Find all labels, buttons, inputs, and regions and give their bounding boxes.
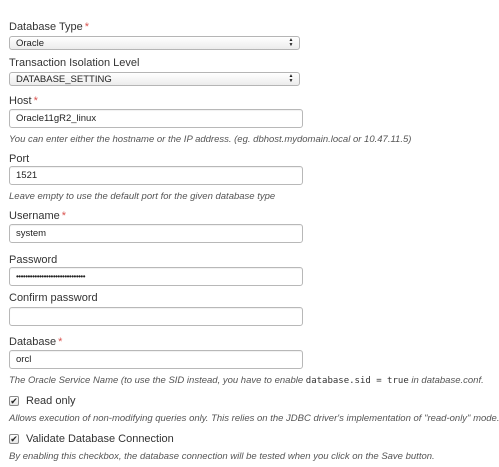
username-label-text: Username — [9, 210, 60, 222]
checkmark-icon: ✔ — [10, 434, 18, 444]
host-help-text: You can enter either the hostname or the IP address. (eg. dbhost.mydomain.local or 10.47.11.5) — [9, 134, 412, 145]
port-label: Port — [9, 153, 30, 165]
database-type-label-text: Database Type — [9, 21, 83, 33]
port-input[interactable]: 1521 — [9, 166, 303, 185]
required-mark: * — [61, 210, 67, 222]
username-label — [9, 210, 66, 222]
password-label: Password — [9, 254, 58, 266]
required-mark: * — [33, 95, 38, 107]
database-help-suffix: in database.conf. — [408, 375, 484, 386]
database-label — [9, 336, 62, 348]
username-input[interactable]: system — [9, 224, 303, 243]
isolation-level-selected-value: DATABASE_SETTING — [16, 74, 112, 85]
select-arrows-icon: ▲ ▼ — [288, 37, 294, 48]
database-type-selected-value: Oracle — [16, 38, 44, 49]
password-input[interactable]: •••••••••••••••••••••••••••••• — [9, 267, 303, 286]
read-only-help-text: Allows execution of non-modifying queries only. This relies on the JDBC driver's implementation of "read-only" mode. — [9, 413, 499, 424]
checkmark-icon: ✔ — [10, 396, 18, 406]
port-help-text: Leave empty to use the default port for the given database type — [9, 191, 276, 202]
database-type-label — [9, 21, 89, 33]
host-input[interactable]: Oracle11gR2_linux — [9, 109, 303, 128]
confirm-password-input[interactable] — [9, 307, 303, 326]
isolation-level-select[interactable] — [9, 72, 300, 86]
database-help-text — [9, 375, 484, 386]
validate-connection-label: Validate Database Connection — [26, 433, 174, 445]
confirm-password-label: Confirm password — [9, 292, 98, 304]
required-mark: * — [84, 21, 90, 33]
database-label-text: Database — [9, 336, 57, 348]
host-label-text: Host — [9, 95, 32, 107]
database-help-code: database.sid = true — [305, 376, 409, 386]
database-help-prefix: The Oracle Service Name (to use the SID instead, you have to enable — [9, 375, 306, 386]
database-input[interactable]: orcl — [9, 350, 303, 369]
validate-connection-checkbox[interactable] — [9, 434, 19, 444]
validate-connection-help-text: By enabling this checkbox, the database connection will be tested when you click on the Save button. — [9, 451, 435, 462]
database-type-select[interactable] — [9, 36, 300, 50]
select-arrows-icon: ▲ ▼ — [288, 73, 294, 84]
read-only-checkbox[interactable] — [9, 396, 19, 406]
host-label — [9, 95, 38, 107]
read-only-label: Read only — [26, 395, 76, 407]
required-mark: * — [58, 336, 63, 348]
isolation-level-label: Transaction Isolation Level — [9, 57, 140, 69]
